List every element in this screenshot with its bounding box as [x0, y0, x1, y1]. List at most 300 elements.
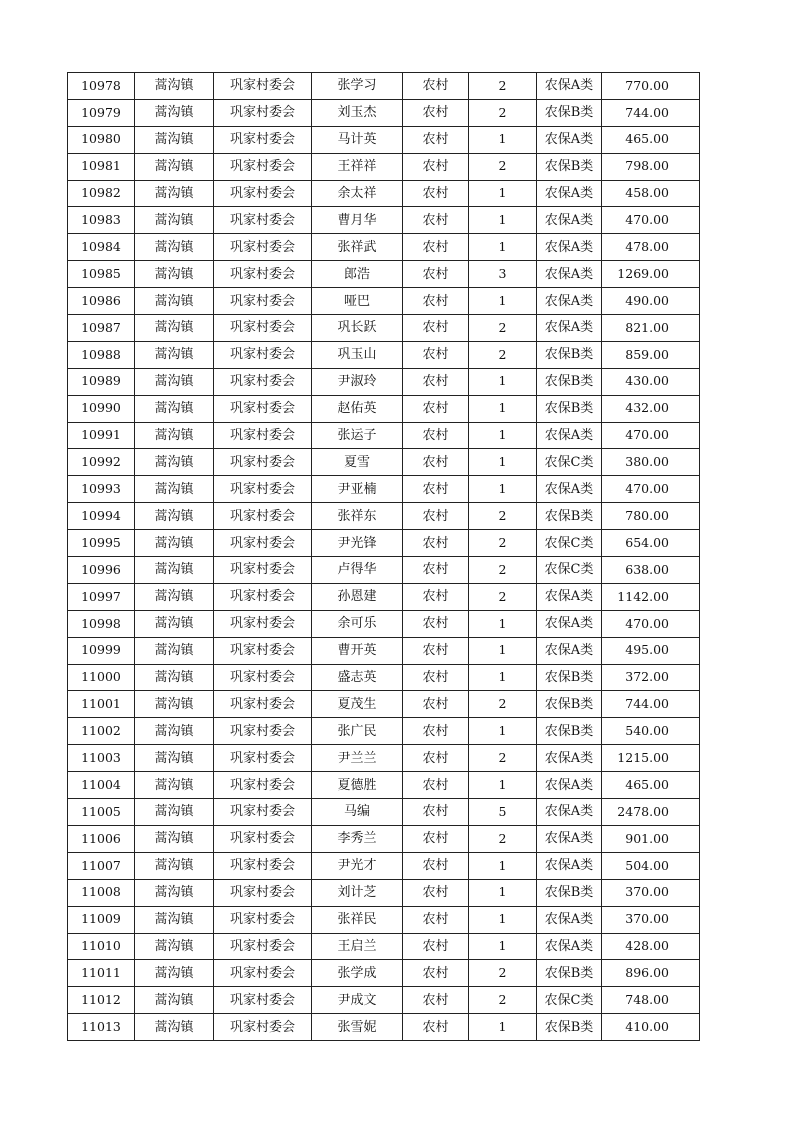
village-committee-cell: 巩家村委会 — [214, 368, 312, 395]
amount-cell: 380.00 — [602, 449, 700, 476]
area-type-cell: 农村 — [403, 1014, 469, 1041]
household-count-cell: 2 — [469, 745, 537, 772]
village-committee-cell: 巩家村委会 — [214, 825, 312, 852]
household-count-cell: 2 — [469, 99, 537, 126]
amount-cell: 748.00 — [602, 987, 700, 1014]
area-type-cell: 农村 — [403, 557, 469, 584]
village-committee-cell: 巩家村委会 — [214, 557, 312, 584]
town-cell: 蒿沟镇 — [135, 395, 214, 422]
name-cell: 王祥祥 — [312, 153, 403, 180]
record-id-cell: 10997 — [68, 583, 135, 610]
area-type-cell: 农村 — [403, 261, 469, 288]
insurance-category-cell: 农保A类 — [537, 288, 602, 315]
amount-cell: 470.00 — [602, 476, 700, 503]
area-type-cell: 农村 — [403, 583, 469, 610]
household-count-cell: 1 — [469, 718, 537, 745]
village-committee-cell: 巩家村委会 — [214, 180, 312, 207]
household-count-cell: 1 — [469, 772, 537, 799]
amount-cell: 495.00 — [602, 637, 700, 664]
village-committee-cell: 巩家村委会 — [214, 476, 312, 503]
insurance-category-cell: 农保A类 — [537, 422, 602, 449]
record-id-cell: 11011 — [68, 960, 135, 987]
area-type-cell: 农村 — [403, 126, 469, 153]
name-cell: 张祥武 — [312, 234, 403, 261]
table-row — [68, 987, 700, 1014]
table-row — [68, 691, 700, 718]
record-id-cell: 10978 — [68, 73, 135, 100]
name-cell: 张学习 — [312, 73, 403, 100]
name-cell: 尹光锋 — [312, 530, 403, 557]
village-committee-cell: 巩家村委会 — [214, 799, 312, 826]
insurance-category-cell: 农保B类 — [537, 503, 602, 530]
household-count-cell: 2 — [469, 557, 537, 584]
name-cell: 尹兰兰 — [312, 745, 403, 772]
area-type-cell: 农村 — [403, 73, 469, 100]
table-row — [68, 341, 700, 368]
record-id-cell: 10985 — [68, 261, 135, 288]
town-cell: 蒿沟镇 — [135, 583, 214, 610]
village-committee-cell: 巩家村委会 — [214, 73, 312, 100]
record-id-cell: 11001 — [68, 691, 135, 718]
town-cell: 蒿沟镇 — [135, 99, 214, 126]
record-id-cell: 10981 — [68, 153, 135, 180]
town-cell: 蒿沟镇 — [135, 234, 214, 261]
insurance-category-cell: 农保B类 — [537, 99, 602, 126]
town-cell: 蒿沟镇 — [135, 637, 214, 664]
village-committee-cell: 巩家村委会 — [214, 288, 312, 315]
area-type-cell: 农村 — [403, 422, 469, 449]
name-cell: 巩长跃 — [312, 315, 403, 342]
record-id-cell: 11002 — [68, 718, 135, 745]
town-cell: 蒿沟镇 — [135, 341, 214, 368]
village-committee-cell: 巩家村委会 — [214, 395, 312, 422]
amount-cell: 859.00 — [602, 341, 700, 368]
table-row — [68, 126, 700, 153]
table-row — [68, 799, 700, 826]
area-type-cell: 农村 — [403, 960, 469, 987]
record-id-cell: 10979 — [68, 99, 135, 126]
household-count-cell: 2 — [469, 825, 537, 852]
table-row — [68, 718, 700, 745]
village-committee-cell: 巩家村委会 — [214, 234, 312, 261]
amount-cell: 428.00 — [602, 933, 700, 960]
record-id-cell: 10986 — [68, 288, 135, 315]
village-committee-cell: 巩家村委会 — [214, 879, 312, 906]
insurance-category-cell: 农保C类 — [537, 557, 602, 584]
town-cell: 蒿沟镇 — [135, 503, 214, 530]
name-cell: 余太祥 — [312, 180, 403, 207]
area-type-cell: 农村 — [403, 933, 469, 960]
record-id-cell: 10995 — [68, 530, 135, 557]
village-committee-cell: 巩家村委会 — [214, 153, 312, 180]
village-committee-cell: 巩家村委会 — [214, 691, 312, 718]
area-type-cell: 农村 — [403, 879, 469, 906]
village-committee-cell: 巩家村委会 — [214, 530, 312, 557]
amount-cell: 470.00 — [602, 422, 700, 449]
record-id-cell: 10998 — [68, 610, 135, 637]
town-cell: 蒿沟镇 — [135, 153, 214, 180]
village-committee-cell: 巩家村委会 — [214, 126, 312, 153]
household-count-cell: 2 — [469, 960, 537, 987]
name-cell: 尹成文 — [312, 987, 403, 1014]
record-id-cell: 11009 — [68, 906, 135, 933]
town-cell: 蒿沟镇 — [135, 288, 214, 315]
household-count-cell: 1 — [469, 610, 537, 637]
area-type-cell: 农村 — [403, 395, 469, 422]
village-committee-cell: 巩家村委会 — [214, 503, 312, 530]
insurance-category-cell: 农保C类 — [537, 987, 602, 1014]
insurance-category-cell: 农保A类 — [537, 906, 602, 933]
insurance-category-cell: 农保B类 — [537, 395, 602, 422]
name-cell: 孙恩建 — [312, 583, 403, 610]
table-row — [68, 422, 700, 449]
household-count-cell: 1 — [469, 852, 537, 879]
town-cell: 蒿沟镇 — [135, 772, 214, 799]
name-cell: 赵佑英 — [312, 395, 403, 422]
town-cell: 蒿沟镇 — [135, 422, 214, 449]
insurance-category-cell: 农保A类 — [537, 126, 602, 153]
town-cell: 蒿沟镇 — [135, 180, 214, 207]
record-id-cell: 10990 — [68, 395, 135, 422]
table-row — [68, 234, 700, 261]
town-cell: 蒿沟镇 — [135, 530, 214, 557]
amount-cell: 465.00 — [602, 126, 700, 153]
area-type-cell: 农村 — [403, 772, 469, 799]
amount-cell: 458.00 — [602, 180, 700, 207]
insurance-category-cell: 农保B类 — [537, 368, 602, 395]
area-type-cell: 农村 — [403, 610, 469, 637]
table-body — [68, 73, 700, 1041]
record-id-cell: 10993 — [68, 476, 135, 503]
town-cell: 蒿沟镇 — [135, 825, 214, 852]
insurance-category-cell: 农保A类 — [537, 476, 602, 503]
town-cell: 蒿沟镇 — [135, 476, 214, 503]
insurance-category-cell: 农保B类 — [537, 153, 602, 180]
record-id-cell: 11003 — [68, 745, 135, 772]
name-cell: 张祥民 — [312, 906, 403, 933]
insurance-category-cell: 农保A类 — [537, 825, 602, 852]
record-id-cell: 10988 — [68, 341, 135, 368]
amount-cell: 432.00 — [602, 395, 700, 422]
name-cell: 哑巴 — [312, 288, 403, 315]
record-id-cell: 11007 — [68, 852, 135, 879]
record-id-cell: 11012 — [68, 987, 135, 1014]
village-committee-cell: 巩家村委会 — [214, 610, 312, 637]
household-count-cell: 1 — [469, 126, 537, 153]
amount-cell: 490.00 — [602, 288, 700, 315]
name-cell: 王启兰 — [312, 933, 403, 960]
record-id-cell: 10980 — [68, 126, 135, 153]
area-type-cell: 农村 — [403, 530, 469, 557]
data-table — [67, 72, 700, 1041]
village-committee-cell: 巩家村委会 — [214, 261, 312, 288]
household-count-cell: 2 — [469, 987, 537, 1014]
table-row — [68, 906, 700, 933]
area-type-cell: 农村 — [403, 180, 469, 207]
insurance-category-cell: 农保A类 — [537, 745, 602, 772]
amount-cell: 370.00 — [602, 906, 700, 933]
household-count-cell: 1 — [469, 1014, 537, 1041]
record-id-cell: 11006 — [68, 825, 135, 852]
household-count-cell: 1 — [469, 933, 537, 960]
household-count-cell: 2 — [469, 153, 537, 180]
area-type-cell: 农村 — [403, 476, 469, 503]
table-row — [68, 503, 700, 530]
town-cell: 蒿沟镇 — [135, 745, 214, 772]
table-row — [68, 879, 700, 906]
name-cell: 张祥东 — [312, 503, 403, 530]
insurance-category-cell: 农保A类 — [537, 933, 602, 960]
town-cell: 蒿沟镇 — [135, 73, 214, 100]
table-row — [68, 207, 700, 234]
village-committee-cell: 巩家村委会 — [214, 718, 312, 745]
table-row — [68, 745, 700, 772]
name-cell: 张广民 — [312, 718, 403, 745]
table-row — [68, 449, 700, 476]
village-committee-cell: 巩家村委会 — [214, 637, 312, 664]
amount-cell: 540.00 — [602, 718, 700, 745]
amount-cell: 1215.00 — [602, 745, 700, 772]
village-committee-cell: 巩家村委会 — [214, 745, 312, 772]
record-id-cell: 10992 — [68, 449, 135, 476]
amount-cell: 638.00 — [602, 557, 700, 584]
amount-cell: 901.00 — [602, 825, 700, 852]
insurance-category-cell: 农保B类 — [537, 341, 602, 368]
household-count-cell: 2 — [469, 341, 537, 368]
amount-cell: 478.00 — [602, 234, 700, 261]
town-cell: 蒿沟镇 — [135, 315, 214, 342]
name-cell: 巩玉山 — [312, 341, 403, 368]
amount-cell: 1269.00 — [602, 261, 700, 288]
table-row — [68, 637, 700, 664]
table-row — [68, 395, 700, 422]
household-count-cell: 2 — [469, 691, 537, 718]
amount-cell: 780.00 — [602, 503, 700, 530]
town-cell: 蒿沟镇 — [135, 718, 214, 745]
record-id-cell: 11008 — [68, 879, 135, 906]
insurance-category-cell: 农保A类 — [537, 637, 602, 664]
insurance-category-cell: 农保A类 — [537, 852, 602, 879]
name-cell: 曹开英 — [312, 637, 403, 664]
village-committee-cell: 巩家村委会 — [214, 852, 312, 879]
insurance-category-cell: 农保A类 — [537, 799, 602, 826]
table-row — [68, 583, 700, 610]
town-cell: 蒿沟镇 — [135, 933, 214, 960]
insurance-category-cell: 农保B类 — [537, 879, 602, 906]
name-cell: 尹光才 — [312, 852, 403, 879]
record-id-cell: 10989 — [68, 368, 135, 395]
record-id-cell: 10982 — [68, 180, 135, 207]
area-type-cell: 农村 — [403, 315, 469, 342]
household-count-cell: 2 — [469, 530, 537, 557]
insurance-category-cell: 农保B类 — [537, 960, 602, 987]
household-count-cell: 2 — [469, 583, 537, 610]
table-row — [68, 1014, 700, 1041]
area-type-cell: 农村 — [403, 799, 469, 826]
area-type-cell: 农村 — [403, 691, 469, 718]
amount-cell: 370.00 — [602, 879, 700, 906]
household-count-cell: 3 — [469, 261, 537, 288]
record-id-cell: 11005 — [68, 799, 135, 826]
insurance-category-cell: 农保C类 — [537, 449, 602, 476]
table-row — [68, 476, 700, 503]
area-type-cell: 农村 — [403, 987, 469, 1014]
town-cell: 蒿沟镇 — [135, 879, 214, 906]
town-cell: 蒿沟镇 — [135, 207, 214, 234]
table-row — [68, 610, 700, 637]
town-cell: 蒿沟镇 — [135, 610, 214, 637]
table-row — [68, 315, 700, 342]
name-cell: 张学成 — [312, 960, 403, 987]
insurance-category-cell: 农保A类 — [537, 180, 602, 207]
amount-cell: 770.00 — [602, 73, 700, 100]
household-count-cell: 5 — [469, 799, 537, 826]
table-row — [68, 368, 700, 395]
table-row — [68, 825, 700, 852]
name-cell: 刘玉杰 — [312, 99, 403, 126]
amount-cell: 410.00 — [602, 1014, 700, 1041]
area-type-cell: 农村 — [403, 153, 469, 180]
amount-cell: 654.00 — [602, 530, 700, 557]
town-cell: 蒿沟镇 — [135, 557, 214, 584]
amount-cell: 821.00 — [602, 315, 700, 342]
household-count-cell: 1 — [469, 906, 537, 933]
town-cell: 蒿沟镇 — [135, 1014, 214, 1041]
area-type-cell: 农村 — [403, 664, 469, 691]
household-count-cell: 1 — [469, 288, 537, 315]
amount-cell: 504.00 — [602, 852, 700, 879]
insurance-category-cell: 农保A类 — [537, 207, 602, 234]
village-committee-cell: 巩家村委会 — [214, 583, 312, 610]
village-committee-cell: 巩家村委会 — [214, 341, 312, 368]
insurance-category-cell: 农保B类 — [537, 691, 602, 718]
table-row — [68, 664, 700, 691]
household-count-cell: 2 — [469, 503, 537, 530]
area-type-cell: 农村 — [403, 906, 469, 933]
town-cell: 蒿沟镇 — [135, 960, 214, 987]
amount-cell: 896.00 — [602, 960, 700, 987]
town-cell: 蒿沟镇 — [135, 261, 214, 288]
village-committee-cell: 巩家村委会 — [214, 99, 312, 126]
insurance-category-cell: 农保B类 — [537, 718, 602, 745]
village-committee-cell: 巩家村委会 — [214, 906, 312, 933]
household-count-cell: 1 — [469, 879, 537, 906]
area-type-cell: 农村 — [403, 99, 469, 126]
amount-cell: 465.00 — [602, 772, 700, 799]
name-cell: 张雪妮 — [312, 1014, 403, 1041]
record-id-cell: 10991 — [68, 422, 135, 449]
table-row — [68, 288, 700, 315]
name-cell: 曹月华 — [312, 207, 403, 234]
insurance-category-cell: 农保B类 — [537, 664, 602, 691]
name-cell: 刘计芝 — [312, 879, 403, 906]
town-cell: 蒿沟镇 — [135, 799, 214, 826]
area-type-cell: 农村 — [403, 852, 469, 879]
table-row — [68, 180, 700, 207]
table-row — [68, 153, 700, 180]
insurance-category-cell: 农保A类 — [537, 73, 602, 100]
insurance-category-cell: 农保C类 — [537, 530, 602, 557]
village-committee-cell: 巩家村委会 — [214, 422, 312, 449]
area-type-cell: 农村 — [403, 368, 469, 395]
area-type-cell: 农村 — [403, 745, 469, 772]
town-cell: 蒿沟镇 — [135, 852, 214, 879]
name-cell: 马编 — [312, 799, 403, 826]
record-id-cell: 11013 — [68, 1014, 135, 1041]
town-cell: 蒿沟镇 — [135, 987, 214, 1014]
area-type-cell: 农村 — [403, 637, 469, 664]
insurance-category-cell: 农保A类 — [537, 610, 602, 637]
record-id-cell: 10984 — [68, 234, 135, 261]
town-cell: 蒿沟镇 — [135, 368, 214, 395]
village-committee-cell: 巩家村委会 — [214, 960, 312, 987]
town-cell: 蒿沟镇 — [135, 449, 214, 476]
amount-cell: 1142.00 — [602, 583, 700, 610]
village-committee-cell: 巩家村委会 — [214, 933, 312, 960]
insurance-category-cell: 农保A类 — [537, 315, 602, 342]
insurance-category-cell: 农保A类 — [537, 772, 602, 799]
household-count-cell: 1 — [469, 476, 537, 503]
village-committee-cell: 巩家村委会 — [214, 987, 312, 1014]
name-cell: 尹淑玲 — [312, 368, 403, 395]
town-cell: 蒿沟镇 — [135, 664, 214, 691]
table-row — [68, 73, 700, 100]
name-cell: 马计英 — [312, 126, 403, 153]
name-cell: 夏雪 — [312, 449, 403, 476]
name-cell: 李秀兰 — [312, 825, 403, 852]
area-type-cell: 农村 — [403, 825, 469, 852]
town-cell: 蒿沟镇 — [135, 126, 214, 153]
name-cell: 郎浩 — [312, 261, 403, 288]
household-count-cell: 1 — [469, 207, 537, 234]
name-cell: 夏德胜 — [312, 772, 403, 799]
household-count-cell: 1 — [469, 664, 537, 691]
village-committee-cell: 巩家村委会 — [214, 207, 312, 234]
village-committee-cell: 巩家村委会 — [214, 772, 312, 799]
record-id-cell: 10983 — [68, 207, 135, 234]
name-cell: 夏茂生 — [312, 691, 403, 718]
table-row — [68, 99, 700, 126]
record-id-cell: 10999 — [68, 637, 135, 664]
village-committee-cell: 巩家村委会 — [214, 315, 312, 342]
village-committee-cell: 巩家村委会 — [214, 1014, 312, 1041]
table-row — [68, 852, 700, 879]
area-type-cell: 农村 — [403, 234, 469, 261]
record-id-cell: 10994 — [68, 503, 135, 530]
household-count-cell: 2 — [469, 315, 537, 342]
record-id-cell: 10996 — [68, 557, 135, 584]
amount-cell: 744.00 — [602, 691, 700, 718]
name-cell: 尹亚楠 — [312, 476, 403, 503]
table-row — [68, 530, 700, 557]
amount-cell: 798.00 — [602, 153, 700, 180]
name-cell: 余可乐 — [312, 610, 403, 637]
household-count-cell: 1 — [469, 449, 537, 476]
household-count-cell: 1 — [469, 180, 537, 207]
record-id-cell: 11010 — [68, 933, 135, 960]
household-count-cell: 1 — [469, 395, 537, 422]
record-id-cell: 11000 — [68, 664, 135, 691]
village-committee-cell: 巩家村委会 — [214, 449, 312, 476]
table-row — [68, 772, 700, 799]
household-count-cell: 2 — [469, 73, 537, 100]
name-cell: 张运子 — [312, 422, 403, 449]
area-type-cell: 农村 — [403, 341, 469, 368]
area-type-cell: 农村 — [403, 503, 469, 530]
area-type-cell: 农村 — [403, 288, 469, 315]
amount-cell: 470.00 — [602, 207, 700, 234]
household-count-cell: 1 — [469, 637, 537, 664]
